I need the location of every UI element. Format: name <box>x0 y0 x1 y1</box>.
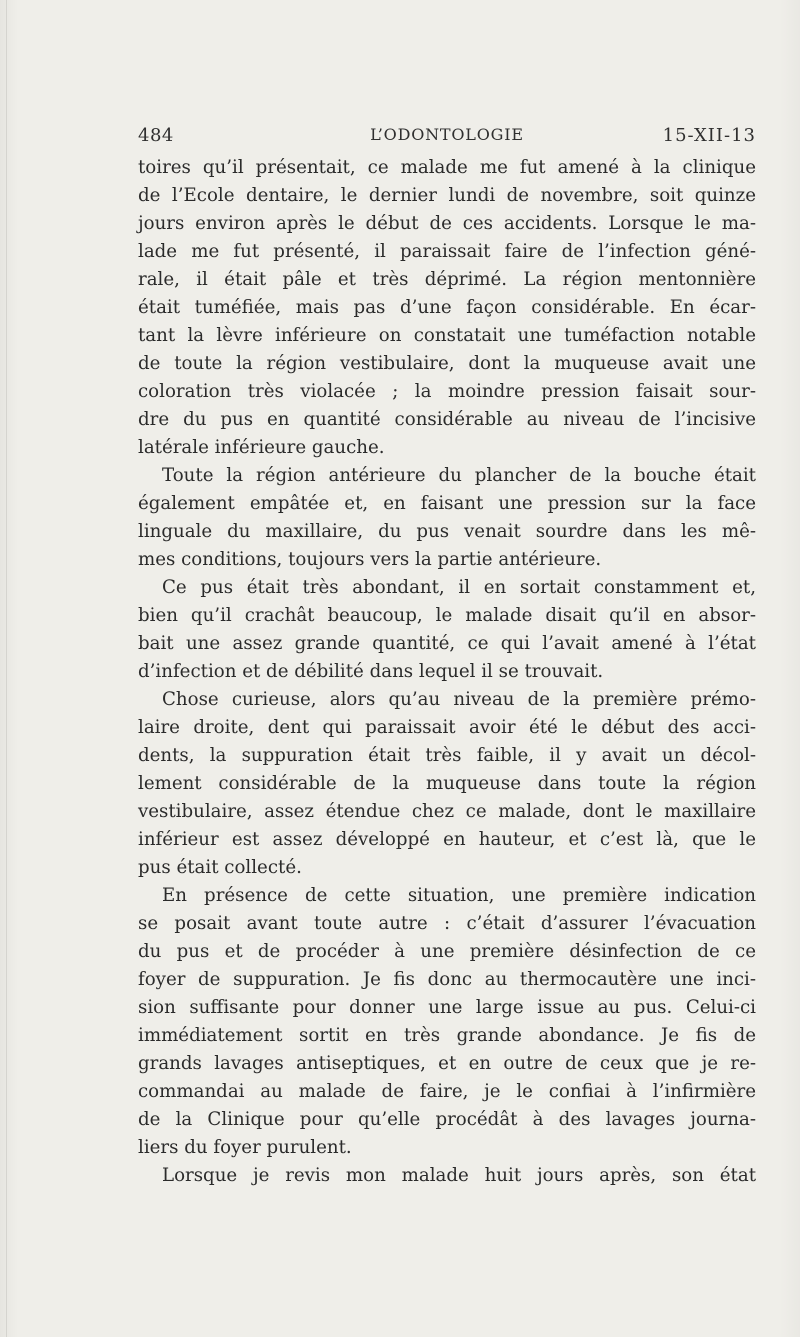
text-line: grands lavages antiseptiques, et en outre de ceux que je re- <box>138 1053 756 1074</box>
text-line: également empâtée et, en faisant une pression sur la face <box>138 493 756 514</box>
text-line: bien qu’il crachât beaucoup, le malade disait qu’il en absor- <box>138 605 756 626</box>
text-line: Toute la région antérieure du plancher de la bouche était <box>162 465 756 486</box>
journal-title: L’ODONTOLOGIE <box>370 125 524 144</box>
text-line: lement considérable de la muqueuse dans toute la région <box>138 773 756 794</box>
text-line: dents, la suppuration était très faible, il y avait un décol- <box>138 745 756 766</box>
text-line: pus était collecté. <box>138 857 302 878</box>
text-line: latérale inférieure gauche. <box>138 437 385 458</box>
page-edge-shadow <box>6 0 7 1337</box>
text-line: de la Clinique pour qu’elle procédât à des lavages journa- <box>138 1109 756 1130</box>
body-text <box>138 154 756 1190</box>
text-line: coloration très violacée ; la moindre pression faisait sour- <box>138 381 756 402</box>
text-line: sion suffisante pour donner une large issue au pus. Celui-ci <box>138 997 756 1018</box>
page-number: 484 <box>138 125 174 146</box>
text-line: mes conditions, toujours vers la partie antérieure. <box>138 549 602 570</box>
text-line: du pus et de procéder à une première désinfection de ce <box>138 941 756 962</box>
text-line: immédiatement sortit en très grande abondance. Je fis de <box>138 1025 756 1046</box>
text-line: lade me fut présenté, il paraissait faire de l’infection géné- <box>138 241 756 262</box>
text-line: rale, il était pâle et très déprimé. La région mentonnière <box>138 269 756 290</box>
text-line: tant la lèvre inférieure on constatait une tuméfaction notable <box>138 325 756 346</box>
text-line: de l’Ecole dentaire, le dernier lundi de novembre, soit quinze <box>138 185 756 206</box>
text-line: foyer de suppuration. Je fis donc au thermocautère une inci- <box>138 969 756 990</box>
text-line: jours environ après le début de ces accidents. Lorsque le ma- <box>138 213 756 234</box>
text-line: inférieur est assez développé en hauteur, et c’est là, que le <box>138 829 756 850</box>
text-line: En présence de cette situation, une première indication <box>162 885 756 906</box>
text-line: liers du foyer purulent. <box>138 1137 352 1158</box>
text-line: commandai au malade de faire, je le confiai à l’infirmière <box>138 1081 756 1102</box>
text-line: d’infection et de débilité dans lequel il se trouvait. <box>138 661 604 682</box>
text-line: dre du pus en quantité considérable au niveau de l’incisive <box>138 409 756 430</box>
text-line: Lorsque je revis mon malade huit jours après, son état <box>162 1165 756 1186</box>
text-line: vestibulaire, assez étendue chez ce malade, dont le maxillaire <box>138 801 756 822</box>
text-line: toires qu’il présentait, ce malade me fut amené à la clinique <box>138 157 756 178</box>
text-line: Ce pus était très abondant, il en sortait constamment et, <box>162 577 756 598</box>
running-head <box>138 125 756 147</box>
text-line: laire droite, dent qui paraissait avoir été le début des acci- <box>138 717 756 738</box>
issue-date: 15-XII-13 <box>662 125 756 146</box>
text-line: Chose curieuse, alors qu’au niveau de la première prémo- <box>162 689 756 710</box>
text-line: bait une assez grande quantité, ce qui l’avait amené à l’état <box>138 633 756 654</box>
text-line: était tuméfiée, mais pas d’une façon considérable. En écar- <box>138 297 756 318</box>
text-line: linguale du maxillaire, du pus venait sourdre dans les mê- <box>138 521 756 542</box>
text-line: de toute la région vestibulaire, dont la muqueuse avait une <box>138 353 756 374</box>
text-line: se posait avant toute autre : c’était d’assurer l’évacuation <box>138 913 756 934</box>
